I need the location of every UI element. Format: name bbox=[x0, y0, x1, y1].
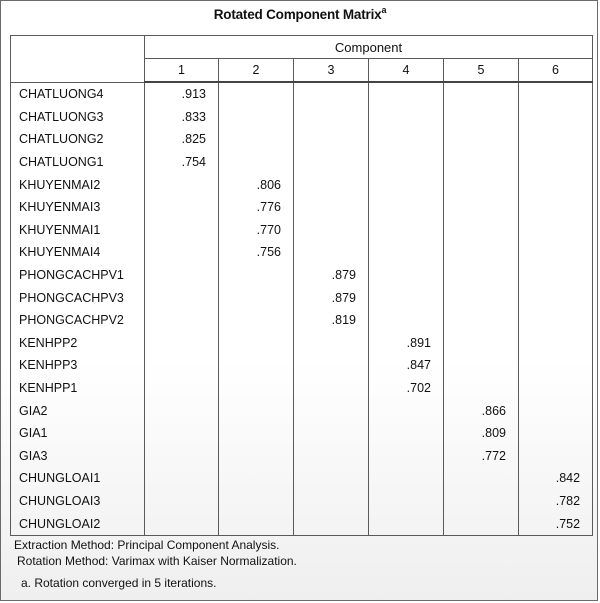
table-row bbox=[11, 377, 593, 400]
title-text: Rotated Component Matrix bbox=[213, 7, 382, 22]
loading-cell: .842 bbox=[519, 467, 593, 490]
table-row bbox=[11, 512, 593, 535]
loading-cell: .756 bbox=[219, 241, 294, 264]
table-row bbox=[11, 422, 593, 445]
loading-cell bbox=[294, 490, 369, 513]
loading-cell bbox=[444, 490, 519, 513]
loading-cell bbox=[294, 399, 369, 422]
loading-cell bbox=[444, 173, 519, 196]
row-label: GIA2 bbox=[11, 399, 145, 422]
row-label: PHONGCACHPV1 bbox=[11, 264, 145, 287]
loading-cell bbox=[294, 151, 369, 174]
table-row bbox=[11, 151, 593, 174]
loading-cell: .702 bbox=[369, 377, 444, 400]
loading-cell bbox=[444, 264, 519, 287]
loading-cell bbox=[219, 286, 294, 309]
table-notes bbox=[14, 537, 297, 591]
loading-cell: .879 bbox=[294, 264, 369, 287]
component-col-header-2: 2 bbox=[219, 59, 294, 83]
table-row bbox=[11, 106, 593, 129]
loading-cell bbox=[444, 106, 519, 129]
row-label: KHUYENMAI2 bbox=[11, 173, 145, 196]
row-label: KHUYENMAI3 bbox=[11, 196, 145, 219]
loading-cell bbox=[294, 377, 369, 400]
loading-cell bbox=[294, 445, 369, 468]
loading-cell: .752 bbox=[519, 512, 593, 535]
loading-cell bbox=[369, 512, 444, 535]
loading-cell bbox=[519, 196, 593, 219]
row-label: CHUNGLOAI1 bbox=[11, 467, 145, 490]
row-label: CHATLUONG3 bbox=[11, 106, 145, 129]
component-col-header-5: 5 bbox=[444, 59, 519, 83]
loading-cell bbox=[219, 128, 294, 151]
loading-cell bbox=[519, 173, 593, 196]
row-label: CHATLUONG2 bbox=[11, 128, 145, 151]
loading-cell bbox=[444, 467, 519, 490]
table-title bbox=[1, 4, 599, 22]
row-label: PHONGCACHPV2 bbox=[11, 309, 145, 332]
loading-cell bbox=[145, 399, 219, 422]
loading-cell bbox=[519, 128, 593, 151]
loading-cell bbox=[369, 196, 444, 219]
loading-cell bbox=[444, 512, 519, 535]
loading-cell bbox=[294, 332, 369, 355]
loading-cell bbox=[369, 151, 444, 174]
loading-cell bbox=[369, 445, 444, 468]
loading-cell bbox=[519, 264, 593, 287]
row-label: KHUYENMAI4 bbox=[11, 241, 145, 264]
loading-cell: .825 bbox=[145, 128, 219, 151]
loading-cell: .772 bbox=[444, 445, 519, 468]
row-label: KENHPP3 bbox=[11, 354, 145, 377]
loading-cell: .891 bbox=[369, 332, 444, 355]
loading-cell: .809 bbox=[444, 422, 519, 445]
loading-cell bbox=[369, 422, 444, 445]
loading-cell bbox=[219, 264, 294, 287]
loading-cell bbox=[294, 467, 369, 490]
loading-cell bbox=[145, 286, 219, 309]
loading-cell bbox=[219, 332, 294, 355]
loading-cell bbox=[519, 332, 593, 355]
loading-cell bbox=[145, 173, 219, 196]
loading-cell bbox=[145, 241, 219, 264]
loading-cell bbox=[519, 106, 593, 129]
loading-cell bbox=[444, 309, 519, 332]
header-corner-cell bbox=[11, 36, 145, 83]
loading-cell bbox=[294, 354, 369, 377]
row-label: KENHPP1 bbox=[11, 377, 145, 400]
loading-cell: .776 bbox=[219, 196, 294, 219]
loading-cell bbox=[145, 467, 219, 490]
table-row bbox=[11, 467, 593, 490]
loading-cell bbox=[145, 377, 219, 400]
row-label: CHUNGLOAI3 bbox=[11, 490, 145, 513]
loading-cell bbox=[145, 445, 219, 468]
table-row bbox=[11, 445, 593, 468]
loading-cell bbox=[444, 82, 519, 106]
loading-cell bbox=[145, 196, 219, 219]
loading-cell bbox=[519, 309, 593, 332]
loading-cell bbox=[444, 219, 519, 242]
row-label: CHATLUONG4 bbox=[11, 82, 145, 106]
loading-cell bbox=[369, 264, 444, 287]
loading-cell: .806 bbox=[219, 173, 294, 196]
loading-cell bbox=[369, 467, 444, 490]
table-row bbox=[11, 173, 593, 196]
loading-cell bbox=[219, 399, 294, 422]
component-header: Component bbox=[145, 36, 593, 59]
loading-cell bbox=[294, 106, 369, 129]
loading-cell bbox=[519, 286, 593, 309]
loading-cell bbox=[294, 422, 369, 445]
rotation-method-note: Rotation Method: Varimax with Kaiser Normalization. bbox=[17, 554, 297, 568]
loading-cell bbox=[444, 354, 519, 377]
loading-cell: .819 bbox=[294, 309, 369, 332]
loading-cell: .782 bbox=[519, 490, 593, 513]
loading-cell: .913 bbox=[145, 82, 219, 106]
loading-cell bbox=[219, 354, 294, 377]
loading-cell: .770 bbox=[219, 219, 294, 242]
loading-cell bbox=[219, 151, 294, 174]
loading-cell bbox=[219, 106, 294, 129]
loading-cell bbox=[369, 106, 444, 129]
matrix-body bbox=[11, 82, 593, 535]
loading-cell bbox=[369, 82, 444, 106]
loading-cell bbox=[444, 377, 519, 400]
row-label: CHUNGLOAI2 bbox=[11, 512, 145, 535]
row-label: CHATLUONG1 bbox=[11, 151, 145, 174]
loading-cell bbox=[519, 354, 593, 377]
row-label: KENHPP2 bbox=[11, 332, 145, 355]
row-label: GIA3 bbox=[11, 445, 145, 468]
table-row bbox=[11, 241, 593, 264]
row-label: GIA1 bbox=[11, 422, 145, 445]
loading-cell bbox=[145, 354, 219, 377]
loading-cell bbox=[145, 332, 219, 355]
rotated-component-matrix-table bbox=[10, 35, 593, 536]
extraction-method-note: Extraction Method: Principal Component Analysis. bbox=[14, 538, 280, 552]
loading-cell: .847 bbox=[369, 354, 444, 377]
loading-cell bbox=[444, 332, 519, 355]
table-row bbox=[11, 82, 593, 106]
loading-cell bbox=[145, 264, 219, 287]
table-row bbox=[11, 399, 593, 422]
title-footnote-marker: a bbox=[381, 4, 387, 15]
loading-cell bbox=[219, 422, 294, 445]
loading-cell bbox=[519, 377, 593, 400]
component-col-header-4: 4 bbox=[369, 59, 444, 83]
loading-cell bbox=[219, 512, 294, 535]
loading-cell bbox=[519, 399, 593, 422]
loading-cell bbox=[369, 219, 444, 242]
loading-cell bbox=[369, 173, 444, 196]
loading-cell bbox=[444, 196, 519, 219]
loading-cell bbox=[294, 82, 369, 106]
footnote-a: a. Rotation converged in 5 iterations. bbox=[21, 576, 217, 590]
loading-cell bbox=[219, 377, 294, 400]
loading-cell bbox=[444, 241, 519, 264]
table-row bbox=[11, 286, 593, 309]
loading-cell bbox=[519, 82, 593, 106]
loading-cell bbox=[369, 309, 444, 332]
loading-cell bbox=[219, 490, 294, 513]
table-row bbox=[11, 196, 593, 219]
loading-cell bbox=[219, 467, 294, 490]
loading-cell bbox=[369, 241, 444, 264]
loading-cell bbox=[145, 309, 219, 332]
loading-cell bbox=[294, 196, 369, 219]
loading-cell bbox=[519, 241, 593, 264]
loading-cell bbox=[294, 512, 369, 535]
loading-cell: .754 bbox=[145, 151, 219, 174]
loading-cell bbox=[519, 219, 593, 242]
table-row bbox=[11, 219, 593, 242]
loading-cell bbox=[294, 173, 369, 196]
loading-cell: .833 bbox=[145, 106, 219, 129]
loading-cell bbox=[145, 422, 219, 445]
loading-cell bbox=[369, 399, 444, 422]
loading-cell bbox=[294, 128, 369, 151]
component-col-header-3: 3 bbox=[294, 59, 369, 83]
component-col-header-1: 1 bbox=[145, 59, 219, 83]
table-row bbox=[11, 264, 593, 287]
loading-cell bbox=[519, 422, 593, 445]
table-row bbox=[11, 354, 593, 377]
table-row bbox=[11, 128, 593, 151]
loading-cell: .866 bbox=[444, 399, 519, 422]
loading-cell bbox=[369, 128, 444, 151]
loading-cell bbox=[294, 219, 369, 242]
loading-cell bbox=[219, 309, 294, 332]
loading-cell bbox=[444, 286, 519, 309]
component-col-header-6: 6 bbox=[519, 59, 593, 83]
loading-cell bbox=[219, 82, 294, 106]
loading-cell bbox=[145, 219, 219, 242]
loading-cell bbox=[444, 128, 519, 151]
loading-cell bbox=[519, 151, 593, 174]
loading-cell: .879 bbox=[294, 286, 369, 309]
row-label: KHUYENMAI1 bbox=[11, 219, 145, 242]
loading-cell bbox=[219, 445, 294, 468]
loading-cell bbox=[145, 512, 219, 535]
table-row bbox=[11, 490, 593, 513]
loading-cell bbox=[369, 490, 444, 513]
row-label: PHONGCACHPV3 bbox=[11, 286, 145, 309]
table-row bbox=[11, 332, 593, 355]
loading-cell bbox=[145, 490, 219, 513]
loading-cell bbox=[294, 241, 369, 264]
loading-cell bbox=[369, 286, 444, 309]
table-row bbox=[11, 309, 593, 332]
loading-cell bbox=[519, 445, 593, 468]
loading-cell bbox=[444, 151, 519, 174]
